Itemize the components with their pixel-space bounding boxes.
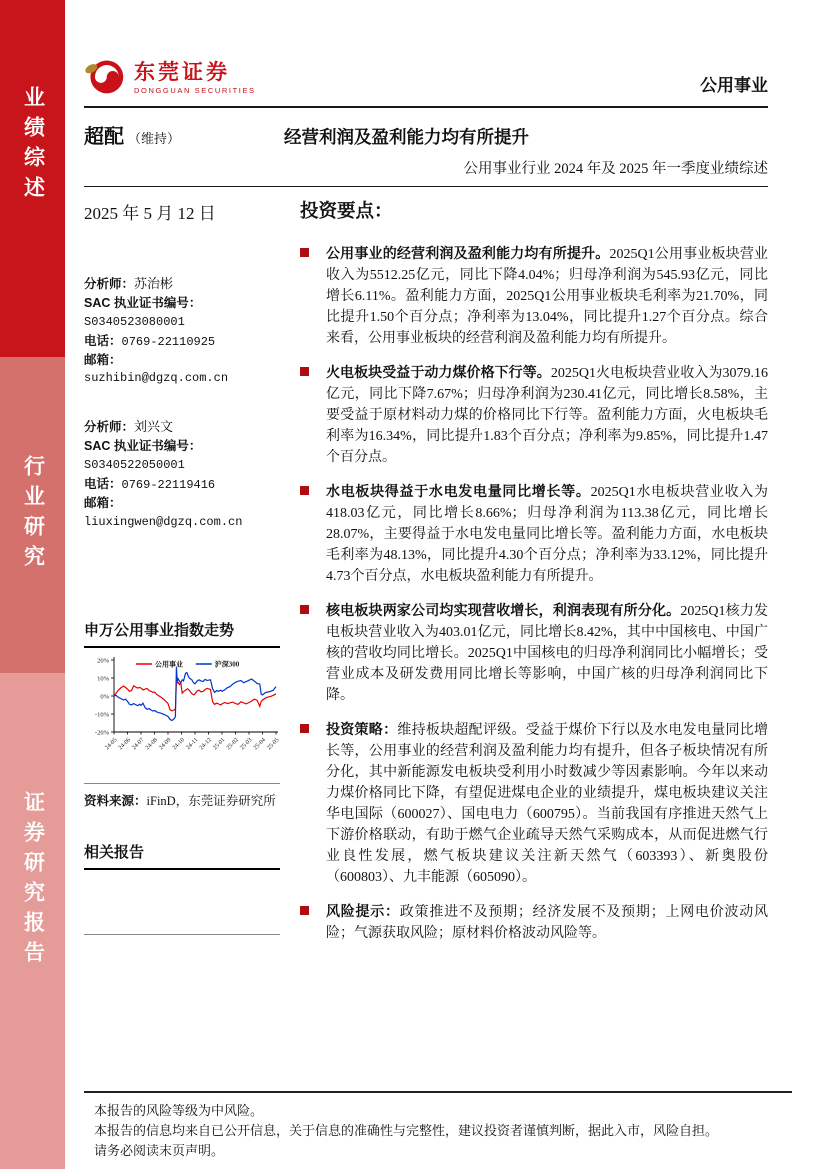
content-area [84, 0, 768, 957]
bullet-square-icon [300, 724, 309, 733]
svg-text:24-09: 24-09 [158, 736, 173, 751]
rating-block [84, 120, 284, 149]
bullet-item-utilities-overview [300, 243, 768, 349]
svg-text:25-03: 25-03 [239, 736, 254, 751]
bullet-body: 2025Q1火电板块营业收入为3079.16亿元，同比下降7.67%；归母净利润为230.41亿元，同比增长8.58%，主要受益于原材料动力煤的价格同比下行等。盈利能力方面，火电板块毛利率为16.34%，同比提升1.83个百分点；净利率为9.85%，同比提升1.47个百分点。 [326, 366, 768, 465]
analyst-email: liuxingwen@dgzq.com.cn [84, 514, 243, 529]
analyst-cert-number: S0340522050001 [84, 457, 185, 472]
rating-suffix: （维持） [128, 131, 181, 146]
sidebar-label-performance-review: 业绩综述 [21, 86, 45, 206]
svg-text:25-01: 25-01 [212, 736, 227, 751]
sidebar [0, 0, 65, 1169]
svg-text:-20%: -20% [94, 728, 109, 736]
analyst-phone: 0769-22110925 [121, 334, 216, 349]
analyst-cert-label: SAC 执业证书编号： [84, 295, 202, 310]
chart-source-label: 资料来源： [84, 793, 147, 808]
brand-name-en: DONGGUAN SECURITIES [134, 86, 256, 95]
analyst-role-label: 分析师： [84, 420, 135, 435]
disclaimer-risk-level: 本报告的风险等级为中风险。 [94, 1103, 264, 1118]
bullet-lead: 风险提示： [326, 903, 400, 919]
svg-text:24-07: 24-07 [131, 736, 146, 751]
bullet-square-icon [300, 248, 309, 257]
bullet-item-investment-strategy [300, 719, 768, 888]
svg-text:24-06: 24-06 [117, 736, 132, 751]
sidebar-label-industry-research: 行业研究 [21, 455, 45, 575]
bullet-item-thermal-power [300, 362, 768, 468]
bullet-body: 2025Q1公用事业板块营业收入为5512.25亿元，同比下降4.04%；归母净利润为545.93亿元，同比增长6.11%。盈利能力方面，2025Q1公用事业板块毛利率为21.70%，同比提升1.50个百分点；净利率为13.04%，同比提升1.27个百分点。综合来看，公用事业板块的经营利润及盈利能力均有所提升。 [326, 247, 768, 346]
bullet-lead: 水电板块得益于水电发电量同比增长等。 [326, 483, 591, 499]
svg-text:24-05: 24-05 [104, 736, 119, 751]
analyst-email-label: 邮箱： [84, 352, 122, 367]
svg-text:24-11: 24-11 [185, 736, 200, 751]
key-points-list [300, 243, 768, 944]
analyst-list [84, 274, 280, 531]
chart-source-value: iFinD，东莞证券研究所 [146, 793, 276, 808]
svg-text:沪深300: 沪深300 [214, 659, 240, 668]
svg-text:25-04: 25-04 [252, 736, 267, 751]
analyst-cert-number: S0340523080001 [84, 314, 185, 329]
analyst-card [84, 417, 280, 530]
index-chart-svg [84, 654, 280, 770]
analyst-phone-label: 电话： [84, 476, 122, 491]
analyst-card [84, 274, 280, 387]
left-column [84, 187, 280, 957]
analyst-email-label: 邮箱： [84, 495, 122, 510]
svg-text:10%: 10% [97, 674, 109, 682]
bullet-square-icon [300, 486, 309, 495]
header-brand-row [84, 50, 768, 102]
bullet-square-icon [300, 605, 309, 614]
svg-text:20%: 20% [97, 656, 109, 664]
rating-value: 超配 [84, 126, 124, 148]
svg-text:25-05: 25-05 [266, 736, 280, 751]
bullet-lead: 投资策略： [326, 721, 398, 737]
analyst-email: suzhibin@dgzq.com.cn [84, 371, 229, 386]
analyst-name: 苏治彬 [134, 276, 174, 291]
key-points-title: 投资要点： [300, 200, 393, 221]
brand-name-cn: 东莞证券 [134, 60, 230, 84]
bullet-body: 2025Q1核力发电板块营业收入为403.01亿元，同比增长8.42%，其中中国核电、中国广核的营收均同比增长。2025Q1中国核电的归母净利润同比小幅增长；受营业成本及研发费用同比增长等影响，中国广核的归母净利润同比下降。 [326, 604, 768, 703]
svg-text:24-10: 24-10 [171, 736, 186, 751]
report-title: 经营利润及盈利能力均有所提升 [284, 127, 529, 147]
bullet-lead: 火电板块受益于动力煤价格下行等。 [326, 364, 551, 380]
disclaimer-read-statement: 请务必阅读末页声明。 [94, 1143, 225, 1159]
bullet-square-icon [300, 906, 309, 915]
svg-text:-10%: -10% [94, 710, 109, 718]
bullet-body: 2025Q1水电板块营业收入为418.03亿元，同比增长8.66%；归母净利润为113.38亿元，同比增长28.07%，主要得益于水电发电量同比增长等。盈利能力方面，水电板块毛利率为48.13%，同比提升4.30个百分点；净利率为33.12%，同比提升4.73个百分点，水电板块盈利能力有所提升。 [326, 485, 768, 584]
analyst-role-label: 分析师： [84, 277, 135, 291]
brand-logo [84, 55, 256, 102]
sidebar-section-securities-research-report [0, 673, 65, 1169]
svg-text:24-08: 24-08 [144, 736, 159, 751]
sidebar-section-performance-review [0, 0, 65, 357]
sidebar-label-securities-research-report: 证券研究报告 [21, 791, 45, 971]
brand-swirl-icon [84, 55, 126, 102]
svg-text:公用事业: 公用事业 [155, 659, 183, 668]
related-reports-title: 相关报告 [84, 841, 280, 870]
bullet-lead: 公用事业的经营利润及盈利能力均有所提升。 [326, 245, 610, 261]
related-reports-section [84, 841, 280, 935]
bullet-square-icon [300, 367, 309, 376]
header-divider-top [84, 106, 768, 108]
related-reports-empty [84, 870, 280, 935]
report-subtitle: 公用事业行业 2024 年及 2025 年一季度业绩综述 [463, 161, 768, 177]
bullet-body: 政策推进不及预期；经济发展不及预期；上网电价波动风险；气源获取风险；原材料价格波动风险等。 [326, 905, 769, 941]
svg-text:0%: 0% [100, 692, 109, 700]
svg-text:24-12: 24-12 [198, 736, 213, 751]
body-columns [84, 187, 768, 957]
disclaimer-information: 本报告的信息均来自已公开信息，关于信息的准确性与完整性，建议投资者谨慎判断，据此入市，风险自担。 [94, 1123, 719, 1139]
chart-source-line [84, 783, 280, 809]
index-chart [84, 654, 280, 775]
index-chart-title: 申万公用事业指数走势 [84, 619, 280, 648]
main-column [300, 187, 768, 957]
bullet-item-hydro-power [300, 481, 768, 587]
analyst-phone-label: 电话： [84, 333, 122, 348]
analyst-cert-label: SAC 执业证书编号： [84, 439, 202, 453]
bullet-item-risk-warning [300, 901, 768, 944]
index-chart-section [84, 619, 280, 809]
footer-disclaimer [84, 1091, 792, 1161]
svg-text:25-02: 25-02 [225, 736, 240, 751]
industry-tag: 公用事业 [700, 76, 768, 95]
report-date: 2025 年 5 月 12 日 [84, 204, 216, 223]
sidebar-section-industry-research [0, 357, 65, 673]
bullet-body: 维持板块超配评级。受益于煤价下行以及水电发电量同比增长等，公用事业的经营利润及盈利能力均有提升，但各子板块情况有所分化，其中新能源发电板块受利用小时数减少等因素影响。今年以来动力煤价格同比下降，有望促进煤电企业的业绩提升，煤电板块建议关注华电国际（600027）、国电电力（600795）。当前我国有序推进天然气上下游价格联动，有助于燃气企业疏导天然气采购成本，从而促进燃气行业良性发展，燃气板块建议关注新天然气（603393）、新奥股份（600803）、九丰能源（605090）。 [326, 723, 769, 885]
rating-title-row [84, 120, 768, 149]
bullet-lead: 核电板块两家公司均实现营收增长，利润表现有所分化。 [326, 602, 681, 618]
bullet-item-nuclear-power [300, 600, 768, 706]
analyst-phone: 0769-22119416 [121, 477, 216, 492]
analyst-name: 刘兴文 [134, 419, 174, 435]
